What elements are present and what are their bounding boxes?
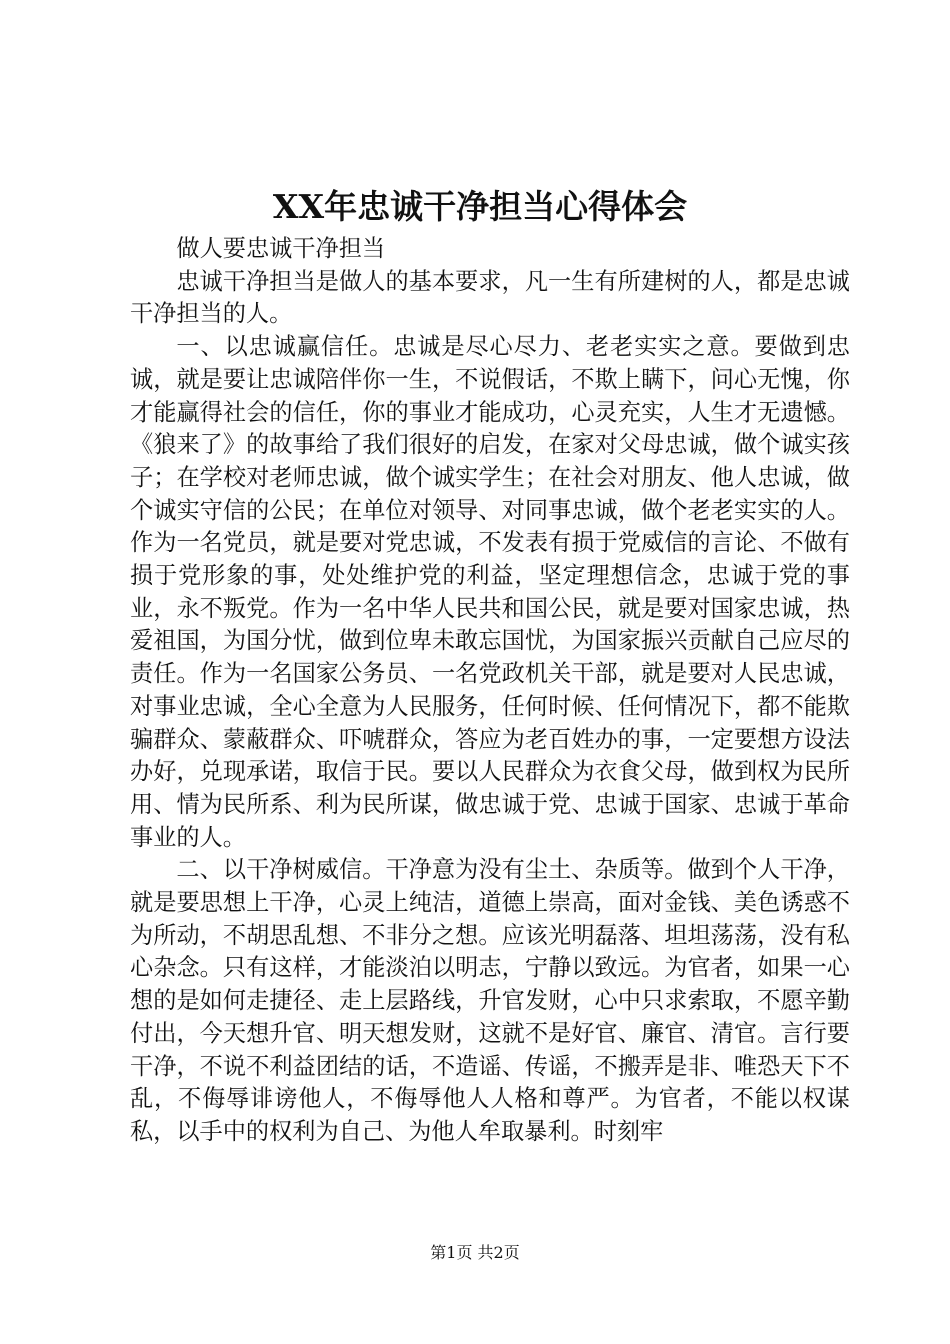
document-body: [130, 233, 850, 1149]
paragraph-subtitle: 做人要忠诚干净担当: [176, 235, 386, 262]
paragraph-intro: 忠诚干净担当是做人的基本要求，凡一生有所建树的人，都是忠诚干净担当的人。: [130, 267, 850, 328]
page-number-footer: 第1页 共2页: [430, 1243, 520, 1262]
paragraph-integrity: 二、以干净树威信。干净意为没有尘土、杂质等。做到个人干净，就是要思想上干净，心灵上纯洁，道德上崇高，面对金钱、美色诱惑不为所动，不胡思乱想、不非分之想。应该光明磊落、坦坦荡荡，没有私心杂念。只有这样，才能淡泊以明志，宁静以致远。为官者，如果一心想的是如何走捷径、走上层路线，升官发财，心中只求索取，不愿辛勤付出，今天想升官、明天想发财，这就不是好官、廉官、清官。言行要干净，不说不利益团结的话，不造谣、传谣，不搬弄是非、唯恐天下不乱，不侮辱诽谤他人，不侮辱他人人格和尊严。为官者，不能以权谋私，以手中的权利为自己、为他人牟取暴利。时刻牢: [130, 856, 850, 1145]
paragraph-loyalty: 一、以忠诚赢信任。忠诚是尽心尽力、老老实实之意。要做到忠诚，就是要让忠诚陪伴你一生，不说假话，不欺上瞒下，问心无愧，你才能赢得社会的信任，你的事业才能成功，心灵充实，人生才无遗憾。《狼来了》的故事给了我们很好的启发，在家对父母忠诚，做个诚实孩子；在学校对老师忠诚，做个诚实学生；在社会对朋友、他人忠诚，做个诚实守信的公民；在单位对领导、对同事忠诚，做个老老实实的人。作为一名党员，就是要对党忠诚，不发表有损于党威信的言论、不做有损于党形象的事，处处维护党的利益，坚定理想信念，忠诚于党的事业，永不叛党。作为一名中华人民共和国公民，就是要对国家忠诚，热爱祖国，为国分忧，做到位卑未敢忘国忧，为国家振兴贡献自己应尽的责任。作为一名国家公务员、一名党政机关干部，就是要对人民忠诚，对事业忠诚，全心全意为人民服务，任何时候、任何情况下，都不能欺骗群众、蒙蔽群众、吓唬群众，答应为老百姓办的事，一定要想方设法办好，兑现承诺，取信于民。要以人民群众为衣食父母，做到权为民所用、情为民所系、利为民所谋，做忠诚于党、忠诚于国家、忠诚于革命事业的人。: [130, 333, 850, 851]
document-title: XX年忠诚干净担当心得体会: [272, 187, 688, 226]
